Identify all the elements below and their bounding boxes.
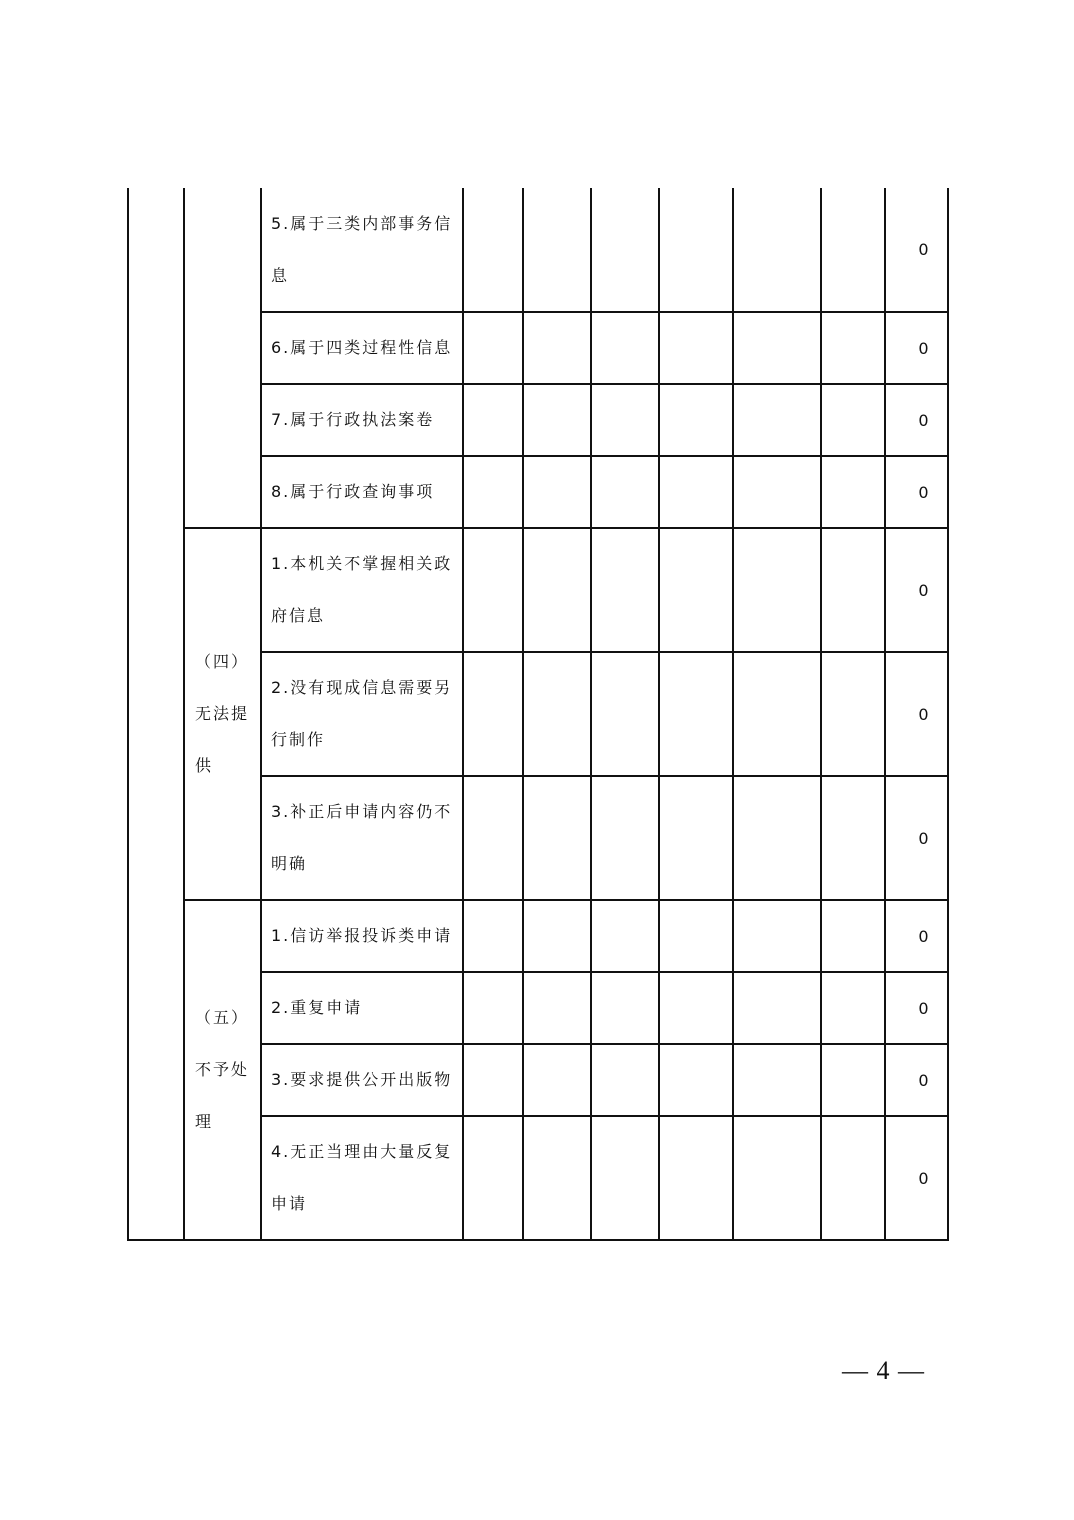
data-cell — [659, 1116, 733, 1240]
data-cell — [463, 456, 523, 528]
data-cell — [591, 776, 659, 900]
data-cell — [821, 384, 885, 456]
data-cell — [463, 528, 523, 652]
data-cell — [659, 384, 733, 456]
item-label: 7.属于行政执法案卷 — [261, 384, 463, 456]
item-label: 4.无正当理由大量反复申请 — [261, 1116, 463, 1240]
data-cell — [591, 1044, 659, 1116]
total-value: 0 — [885, 652, 948, 776]
data-cell — [591, 188, 659, 312]
data-cell — [659, 900, 733, 972]
data-cell — [591, 456, 659, 528]
data-cell — [463, 312, 523, 384]
item-label: 5.属于三类内部事务信息 — [261, 188, 463, 312]
data-cell — [659, 456, 733, 528]
table-row — [128, 900, 948, 972]
group-label-line: （四） — [195, 652, 250, 671]
group-label-line: （五） — [195, 1008, 250, 1027]
data-cell — [659, 776, 733, 900]
data-cell — [523, 776, 591, 900]
data-cell — [733, 652, 821, 776]
item-label: 2.重复申请 — [261, 972, 463, 1044]
data-cell — [733, 456, 821, 528]
data-cell — [733, 972, 821, 1044]
data-cell — [523, 456, 591, 528]
data-cell — [591, 652, 659, 776]
data-cell — [523, 900, 591, 972]
data-cell — [821, 188, 885, 312]
data-cell — [523, 188, 591, 312]
total-value: 0 — [885, 776, 948, 900]
data-cell — [821, 312, 885, 384]
group-label-cell — [184, 528, 261, 900]
data-cell — [821, 776, 885, 900]
data-cell — [591, 384, 659, 456]
data-cell — [733, 312, 821, 384]
item-label: 3.补正后申请内容仍不明确 — [261, 776, 463, 900]
total-value: 0 — [885, 188, 948, 312]
data-cell — [659, 312, 733, 384]
data-cell — [463, 1044, 523, 1116]
total-value: 0 — [885, 900, 948, 972]
data-cell — [463, 776, 523, 900]
data-cell — [821, 1116, 885, 1240]
data-cell — [523, 972, 591, 1044]
item-label: 1.本机关不掌握相关政府信息 — [261, 528, 463, 652]
item-label: 3.要求提供公开出版物 — [261, 1044, 463, 1116]
data-cell — [821, 1044, 885, 1116]
data-cell — [733, 776, 821, 900]
data-cell — [733, 384, 821, 456]
data-cell — [463, 972, 523, 1044]
table-row — [128, 528, 948, 652]
data-cell — [821, 652, 885, 776]
data-cell — [523, 1116, 591, 1240]
data-cell — [659, 972, 733, 1044]
item-label: 1.信访举报投诉类申请 — [261, 900, 463, 972]
item-label: 2.没有现成信息需要另行制作 — [261, 652, 463, 776]
data-cell — [523, 312, 591, 384]
data-cell — [523, 1044, 591, 1116]
group-cell-continued — [184, 188, 261, 528]
data-cell — [523, 384, 591, 456]
data-cell — [659, 652, 733, 776]
data-cell — [733, 1044, 821, 1116]
data-cell — [733, 1116, 821, 1240]
data-cell — [733, 900, 821, 972]
data-cell — [591, 972, 659, 1044]
data-cell — [463, 1116, 523, 1240]
group-label-line: 无法提 — [195, 704, 250, 723]
data-cell — [821, 456, 885, 528]
group-label-line: 供 — [195, 756, 214, 775]
total-value: 0 — [885, 456, 948, 528]
total-value: 0 — [885, 384, 948, 456]
page-number: — 4 — — [842, 1356, 925, 1385]
data-cell — [463, 652, 523, 776]
data-cell — [821, 900, 885, 972]
data-cell — [463, 188, 523, 312]
item-label: 8.属于行政查询事项 — [261, 456, 463, 528]
total-value: 0 — [885, 528, 948, 652]
data-cell — [523, 652, 591, 776]
data-cell — [659, 1044, 733, 1116]
data-cell — [463, 900, 523, 972]
group-label-cell — [184, 900, 261, 1240]
data-cell — [821, 972, 885, 1044]
group-label-line: 理 — [195, 1112, 214, 1131]
data-cell — [523, 528, 591, 652]
data-cell — [659, 188, 733, 312]
outer-category-cell — [128, 188, 184, 1240]
statistics-table — [127, 188, 949, 1241]
data-cell — [733, 188, 821, 312]
data-cell — [591, 1116, 659, 1240]
total-value: 0 — [885, 1116, 948, 1240]
data-cell — [591, 528, 659, 652]
total-value: 0 — [885, 972, 948, 1044]
data-cell — [591, 900, 659, 972]
data-cell — [821, 528, 885, 652]
table-row — [128, 188, 948, 312]
total-value: 0 — [885, 312, 948, 384]
total-value: 0 — [885, 1044, 948, 1116]
item-label: 6.属于四类过程性信息 — [261, 312, 463, 384]
group-label-line: 不予处 — [195, 1060, 250, 1079]
data-cell — [591, 312, 659, 384]
data-cell — [659, 528, 733, 652]
data-cell — [463, 384, 523, 456]
data-cell — [733, 528, 821, 652]
